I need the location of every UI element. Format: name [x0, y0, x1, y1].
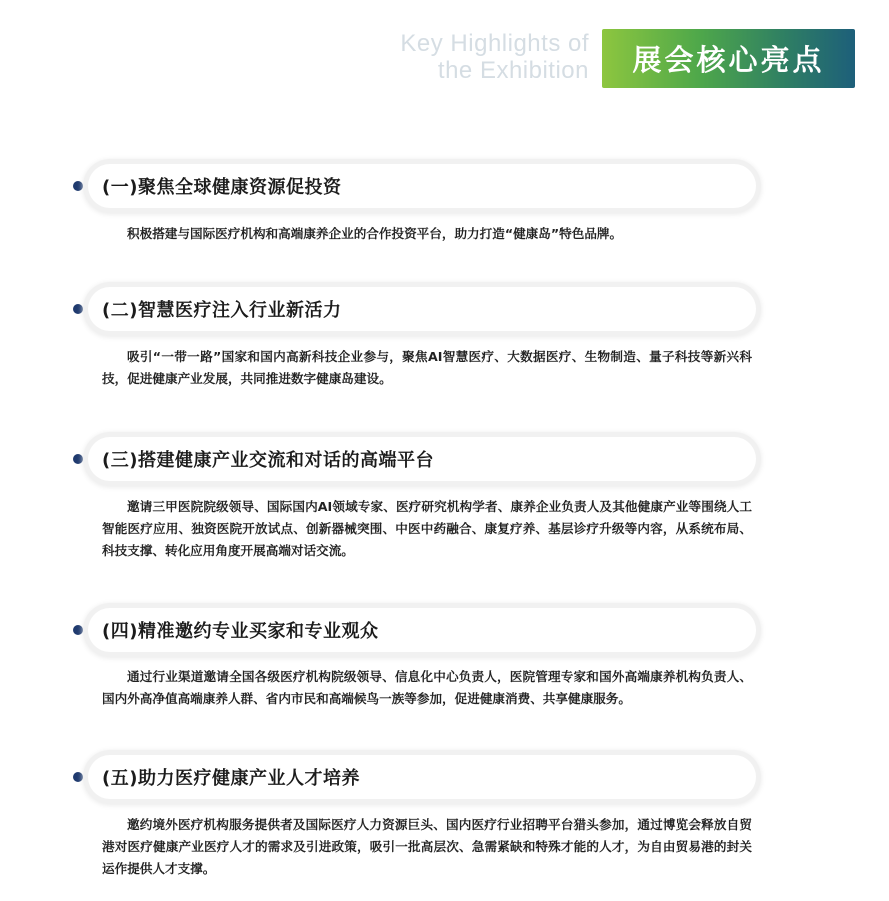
- section-description: 吸引“一带一路”国家和国内高新科技企业参与，聚焦AI智慧医疗、大数据医疗、生物制造、量子科技等新兴科技，促进健康产业发展，共同推进数字健康岛建设。: [102, 349, 752, 386]
- section-title-pill: [88, 287, 756, 331]
- section-description: 邀约境外医疗机构服务提供者及国际医疗人力资源巨头、国内医疗行业招聘平台猎头参加，通过博览会释放自贸港对医疗健康产业医疗人才的需求及引进政策，吸引一批高层次、急需紧缺和特殊才能的人才，为自由贸易港的封关运作提供人才支撑。: [102, 817, 752, 876]
- section-title-pill: [88, 608, 756, 652]
- header-english-line2: the Exhibition: [437, 57, 589, 84]
- header-chinese-title: 展会核心亮点: [602, 29, 855, 88]
- section-description: 通过行业渠道邀请全国各级医疗机构院级领导、信息化中心负责人，医院管理专家和国外高端康养机构负责人、国内外高净值高端康养人群、省内市民和高端候鸟一族等参加，促进健康消费、共享健康服务。: [102, 669, 752, 706]
- section-title: (三)搭建健康产业交流和对话的高端平台: [102, 450, 434, 471]
- bullet-dot-icon: [73, 181, 83, 191]
- bullet-dot-icon: [73, 304, 83, 314]
- bullet-dot-icon: [73, 625, 83, 635]
- section-title-pill: [88, 164, 756, 208]
- section-title: (二)智慧医疗注入行业新活力: [102, 300, 342, 321]
- header-english-title: [400, 30, 589, 84]
- section-description: 积极搭建与国际医疗机构和高端康养企业的合作投资平台，助力打造“健康岛”特色品牌。: [127, 226, 623, 241]
- section-title-pill: [88, 755, 756, 799]
- section-description: 邀请三甲医院院级领导、国际国内AI领域专家、医疗研究机构学者、康养企业负责人及其他健康产业等围绕人工智能医疗应用、独资医院开放试点、创新器械突围、中医中药融合、康复疗养、基层诊疗升级等内容，从系统布局、科技支撑、转化应用角度开展高端对话交流。: [102, 499, 752, 558]
- section-title: (四)精准邀约专业买家和专业观众: [102, 621, 379, 642]
- section-title: (一)聚焦全球健康资源促投资: [102, 177, 342, 198]
- bullet-dot-icon: [73, 772, 83, 782]
- section-title: (五)助力医疗健康产业人才培养: [102, 768, 360, 789]
- header-english-line1: Key Highlights of: [400, 30, 589, 57]
- bullet-dot-icon: [73, 454, 83, 464]
- section-title-pill: [88, 437, 756, 481]
